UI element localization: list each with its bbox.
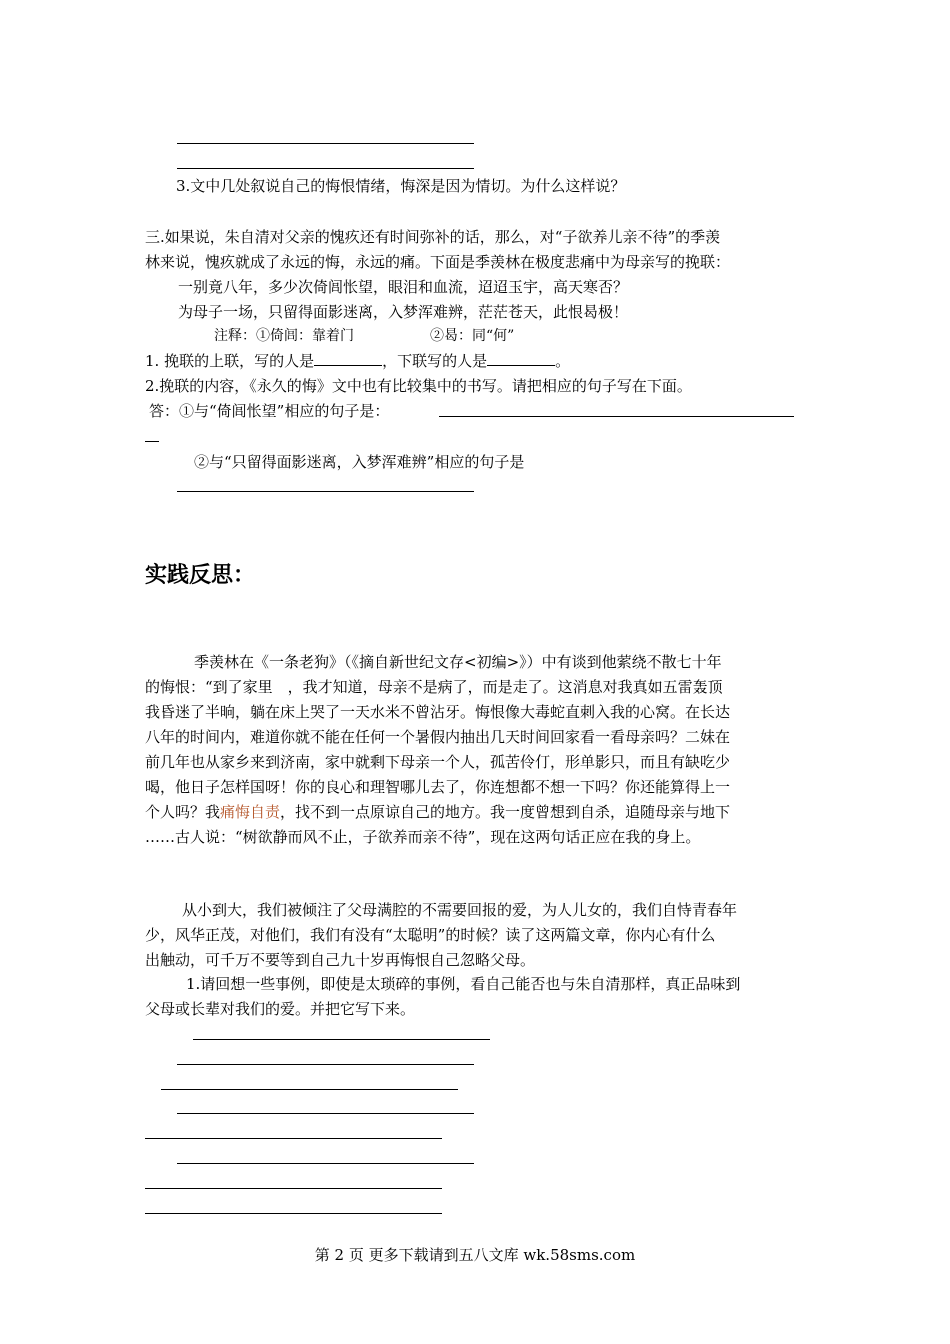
- passage-line: 前几年也从家乡来到济南，家中就剩下母亲一个人，孤苦伶仃，形单影只，而且有缺吃少: [145, 753, 731, 771]
- answer-2-line[interactable]: [177, 491, 474, 492]
- passage-text: ，找不到一点原谅自己的地方。我一度曾想到自杀，追随母亲与地下: [280, 803, 731, 821]
- couplet-lower: 为母子一场，只留得面影迷离，入梦浑难辨，茫茫苍天，此恨曷极！: [178, 303, 629, 321]
- writing-line[interactable]: [145, 1188, 442, 1189]
- fill-blank-lower[interactable]: [487, 351, 555, 366]
- annotation-1: 注释：①倚闾：靠着门: [214, 328, 354, 344]
- question-3: 3.文中几处叙说自己的悔恨情绪，悔深是因为情切。为什么这样说？: [176, 177, 626, 195]
- task-line: 1.请回想一些事例，即使是太琐碎的事例，看自己能否也与朱自清那样，真正品味到: [186, 975, 741, 993]
- annotation-2: ②曷：同“何”: [430, 328, 515, 344]
- passage-line: 喝，他日子怎样国呀！你的良心和理智哪儿去了，你连想都不想一下吗？你还能算得上一: [145, 778, 731, 796]
- writing-line[interactable]: [177, 1064, 474, 1065]
- writing-line[interactable]: [177, 1113, 474, 1114]
- section3-intro-line2: 林来说，愧疚就成了永远的悔，永远的痛。下面是季羡林在极度悲痛中为母亲写的挽联：: [145, 253, 731, 271]
- question-1: [145, 351, 570, 371]
- answer-1-line[interactable]: [439, 416, 794, 417]
- section3-intro-line1: 三.如果说，朱自清对父亲的愧疚还有时间弥补的话，那么，对“子欲养儿亲不待”的季羡: [145, 228, 721, 246]
- writing-line[interactable]: [145, 1138, 442, 1139]
- passage-line: 季羡林在《一条老狗》（《摘自新世纪文存<初编>》）中有谈到他萦绕不散七十年: [194, 653, 722, 671]
- question-1-part-b: ，下联写的人是: [382, 352, 488, 370]
- passage-line: [145, 802, 730, 822]
- passage-line: 的悔恨：“到了家里 ，我才知道，母亲不是病了，而是走了。这消息对我真如五雷轰顶: [145, 678, 723, 696]
- writing-line[interactable]: [193, 1039, 490, 1040]
- couplet-upper: 一别竟八年，多少次倚闾怅望，眼泪和血流，迢迢玉宇，高天寒否？: [178, 278, 629, 296]
- page-footer: 第 2 页 更多下载请到五八文库 wk.58sms.com: [314, 1246, 636, 1264]
- answer-line[interactable]: [177, 143, 474, 144]
- highlighted-phrase: 痛悔自责: [220, 803, 281, 821]
- answer-1-line-continued[interactable]: [145, 441, 159, 442]
- reflection-line: 出触动，可千万不要等到自己九十岁再悔恨自己忽略父母。: [145, 951, 536, 969]
- reflection-line: 少，风华正茂，对他们，我们有没有“太聪明”的时候？读了这两篇文章，你内心有什么: [145, 926, 716, 944]
- writing-line[interactable]: [177, 1163, 474, 1164]
- answer-line[interactable]: [177, 168, 474, 169]
- answer-2-label: ②与“只留得面影迷离，入梦浑难辨”相应的句子是: [194, 453, 525, 471]
- passage-line: 八年的时间内，难道你就不能在任何一个暑假内抽出几天时间回家看一看母亲吗？二妹在: [145, 728, 731, 746]
- passage-line: 我昏迷了半晌，躺在床上哭了一天水米不曾沾牙。悔恨像大毒蛇直刺入我的心窝。在长达: [145, 703, 731, 721]
- answer-1-label: 答：①与“倚闾怅望”相应的句子是：: [149, 402, 390, 420]
- section-heading: 实践反思：: [145, 563, 256, 588]
- passage-text: 个人吗？我: [145, 803, 221, 821]
- writing-line[interactable]: [145, 1213, 442, 1214]
- question-1-part-c: 。: [555, 352, 571, 370]
- task-line: 父母或长辈对我们的爱。并把它写下来。: [145, 1000, 416, 1018]
- fill-blank-upper[interactable]: [314, 351, 382, 366]
- writing-line[interactable]: [161, 1089, 458, 1090]
- passage-line: ……古人说：“树欲静而风不止，子欲养而亲不待”，现在这两句话正应在我的身上。: [145, 828, 701, 846]
- reflection-line: 从小到大，我们被倾注了父母满腔的不需要回报的爱，为人儿女的，我们自恃青春年: [182, 901, 738, 919]
- question-2: 2.挽联的内容，《永久的悔》文中也有比较集中的书写。请把相应的句子写在下面。: [145, 377, 692, 395]
- question-1-part-a: 1. 挽联的上联，写的人是: [145, 352, 315, 370]
